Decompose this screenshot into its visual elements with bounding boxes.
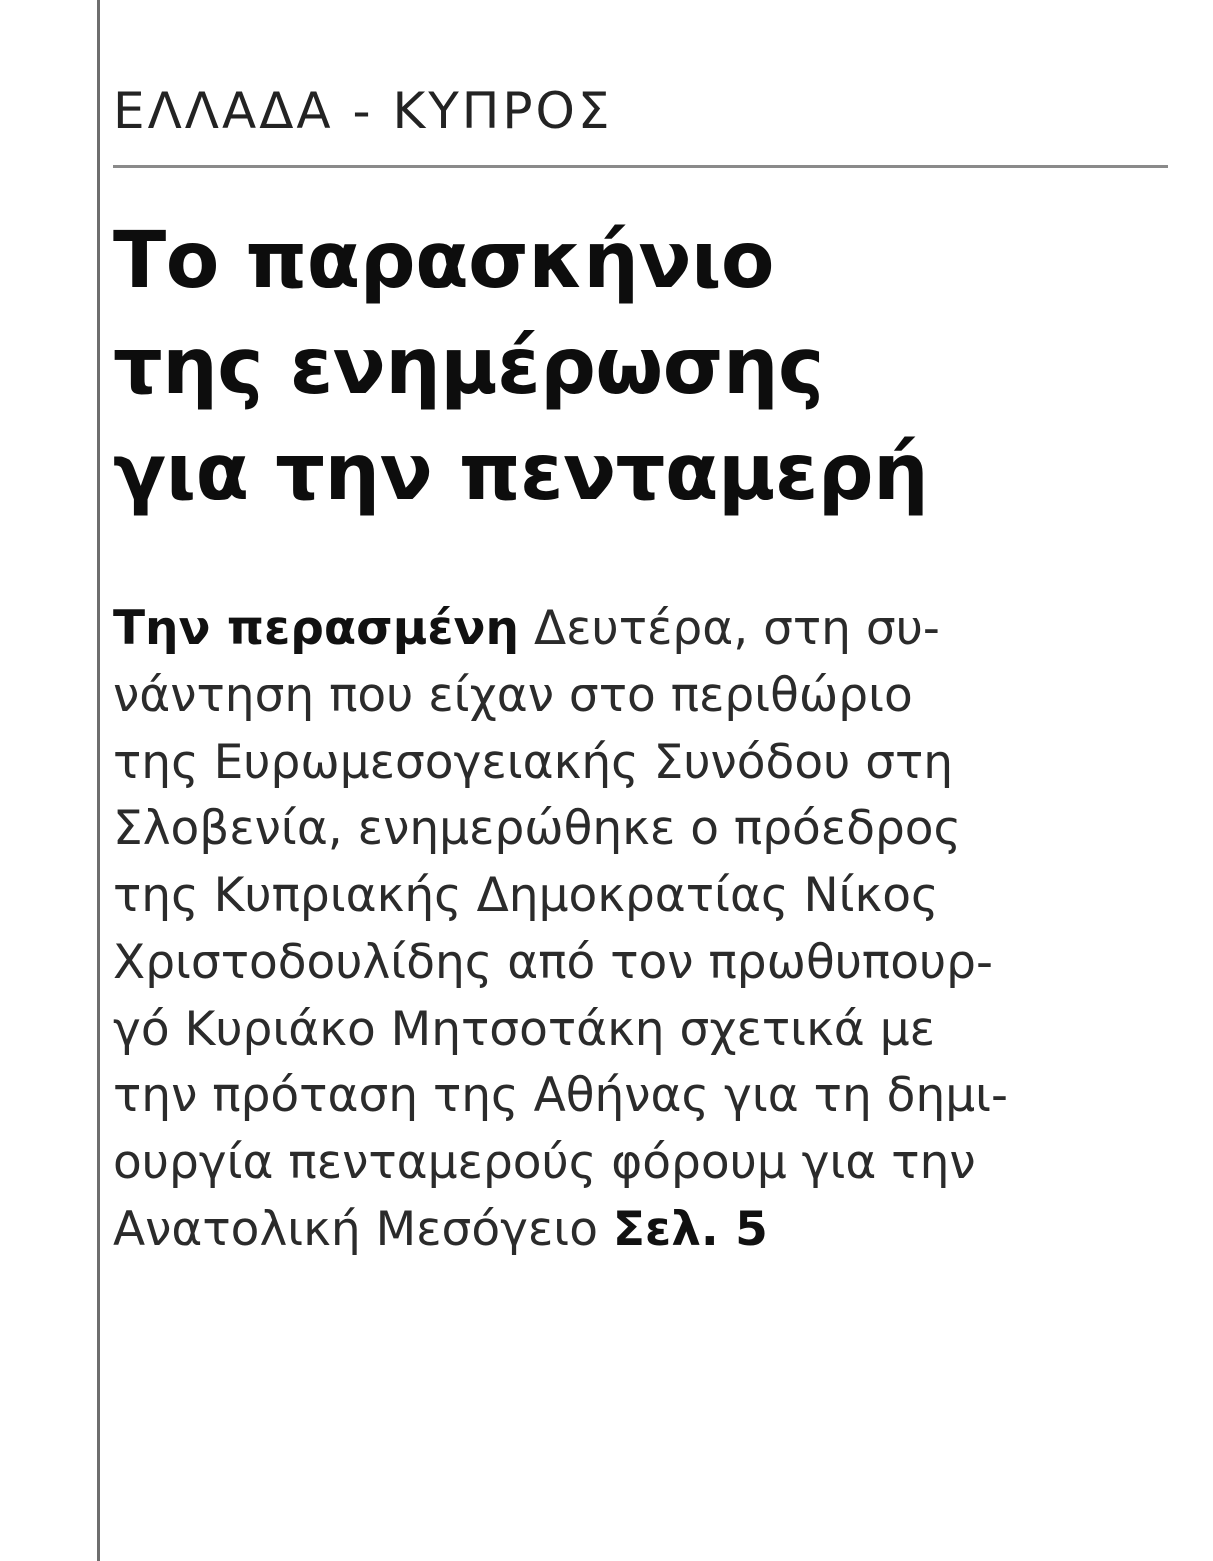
body-line-1 [113, 596, 1168, 663]
body-line-4: Σλοβενία, ενημερώθηκε ο πρόεδρος [113, 801, 962, 857]
column-divider-rule [97, 0, 100, 1561]
kicker-divider [113, 165, 1168, 168]
body-line-2: νάντηση που είχαν στο περιθώριο [113, 667, 913, 723]
section-kicker: ΕΛΛΑΔΑ - ΚΥΠΡΟΣ [113, 82, 613, 140]
article-body [113, 596, 1168, 1263]
page-reference: Σελ. 5 [612, 1201, 768, 1257]
body-line-9: ουργία πενταμερούς φόρουμ για την [113, 1135, 976, 1191]
body-line-10 [113, 1197, 1168, 1264]
news-article [113, 0, 1178, 1264]
article-headline [113, 208, 1178, 526]
headline-line-2: της ενημέρωσης [113, 322, 824, 413]
body-text-1: Δευτέρα, στη συ- [533, 601, 940, 657]
body-line-7: γό Κυριάκο Μητσοτάκη σχετικά με [113, 1001, 935, 1057]
body-text-10: Ανατολική Μεσόγειο [113, 1201, 598, 1257]
article-lead-in: Την περασμένη [113, 601, 519, 657]
headline-line-1: Το παρασκήνιο [113, 216, 774, 306]
body-line-8: την πρόταση της Αθήνας για τη δημι- [113, 1068, 1008, 1124]
headline-line-3: για την πενταμερή [113, 428, 929, 519]
body-line-6: Χριστοδουλίδης από τον πρωθυπουρ- [113, 934, 993, 990]
body-line-5: της Κυπριακής Δημοκρατίας Νίκος [113, 868, 939, 924]
body-line-3: της Ευρωμεσογειακής Συνόδου στη [113, 734, 954, 790]
